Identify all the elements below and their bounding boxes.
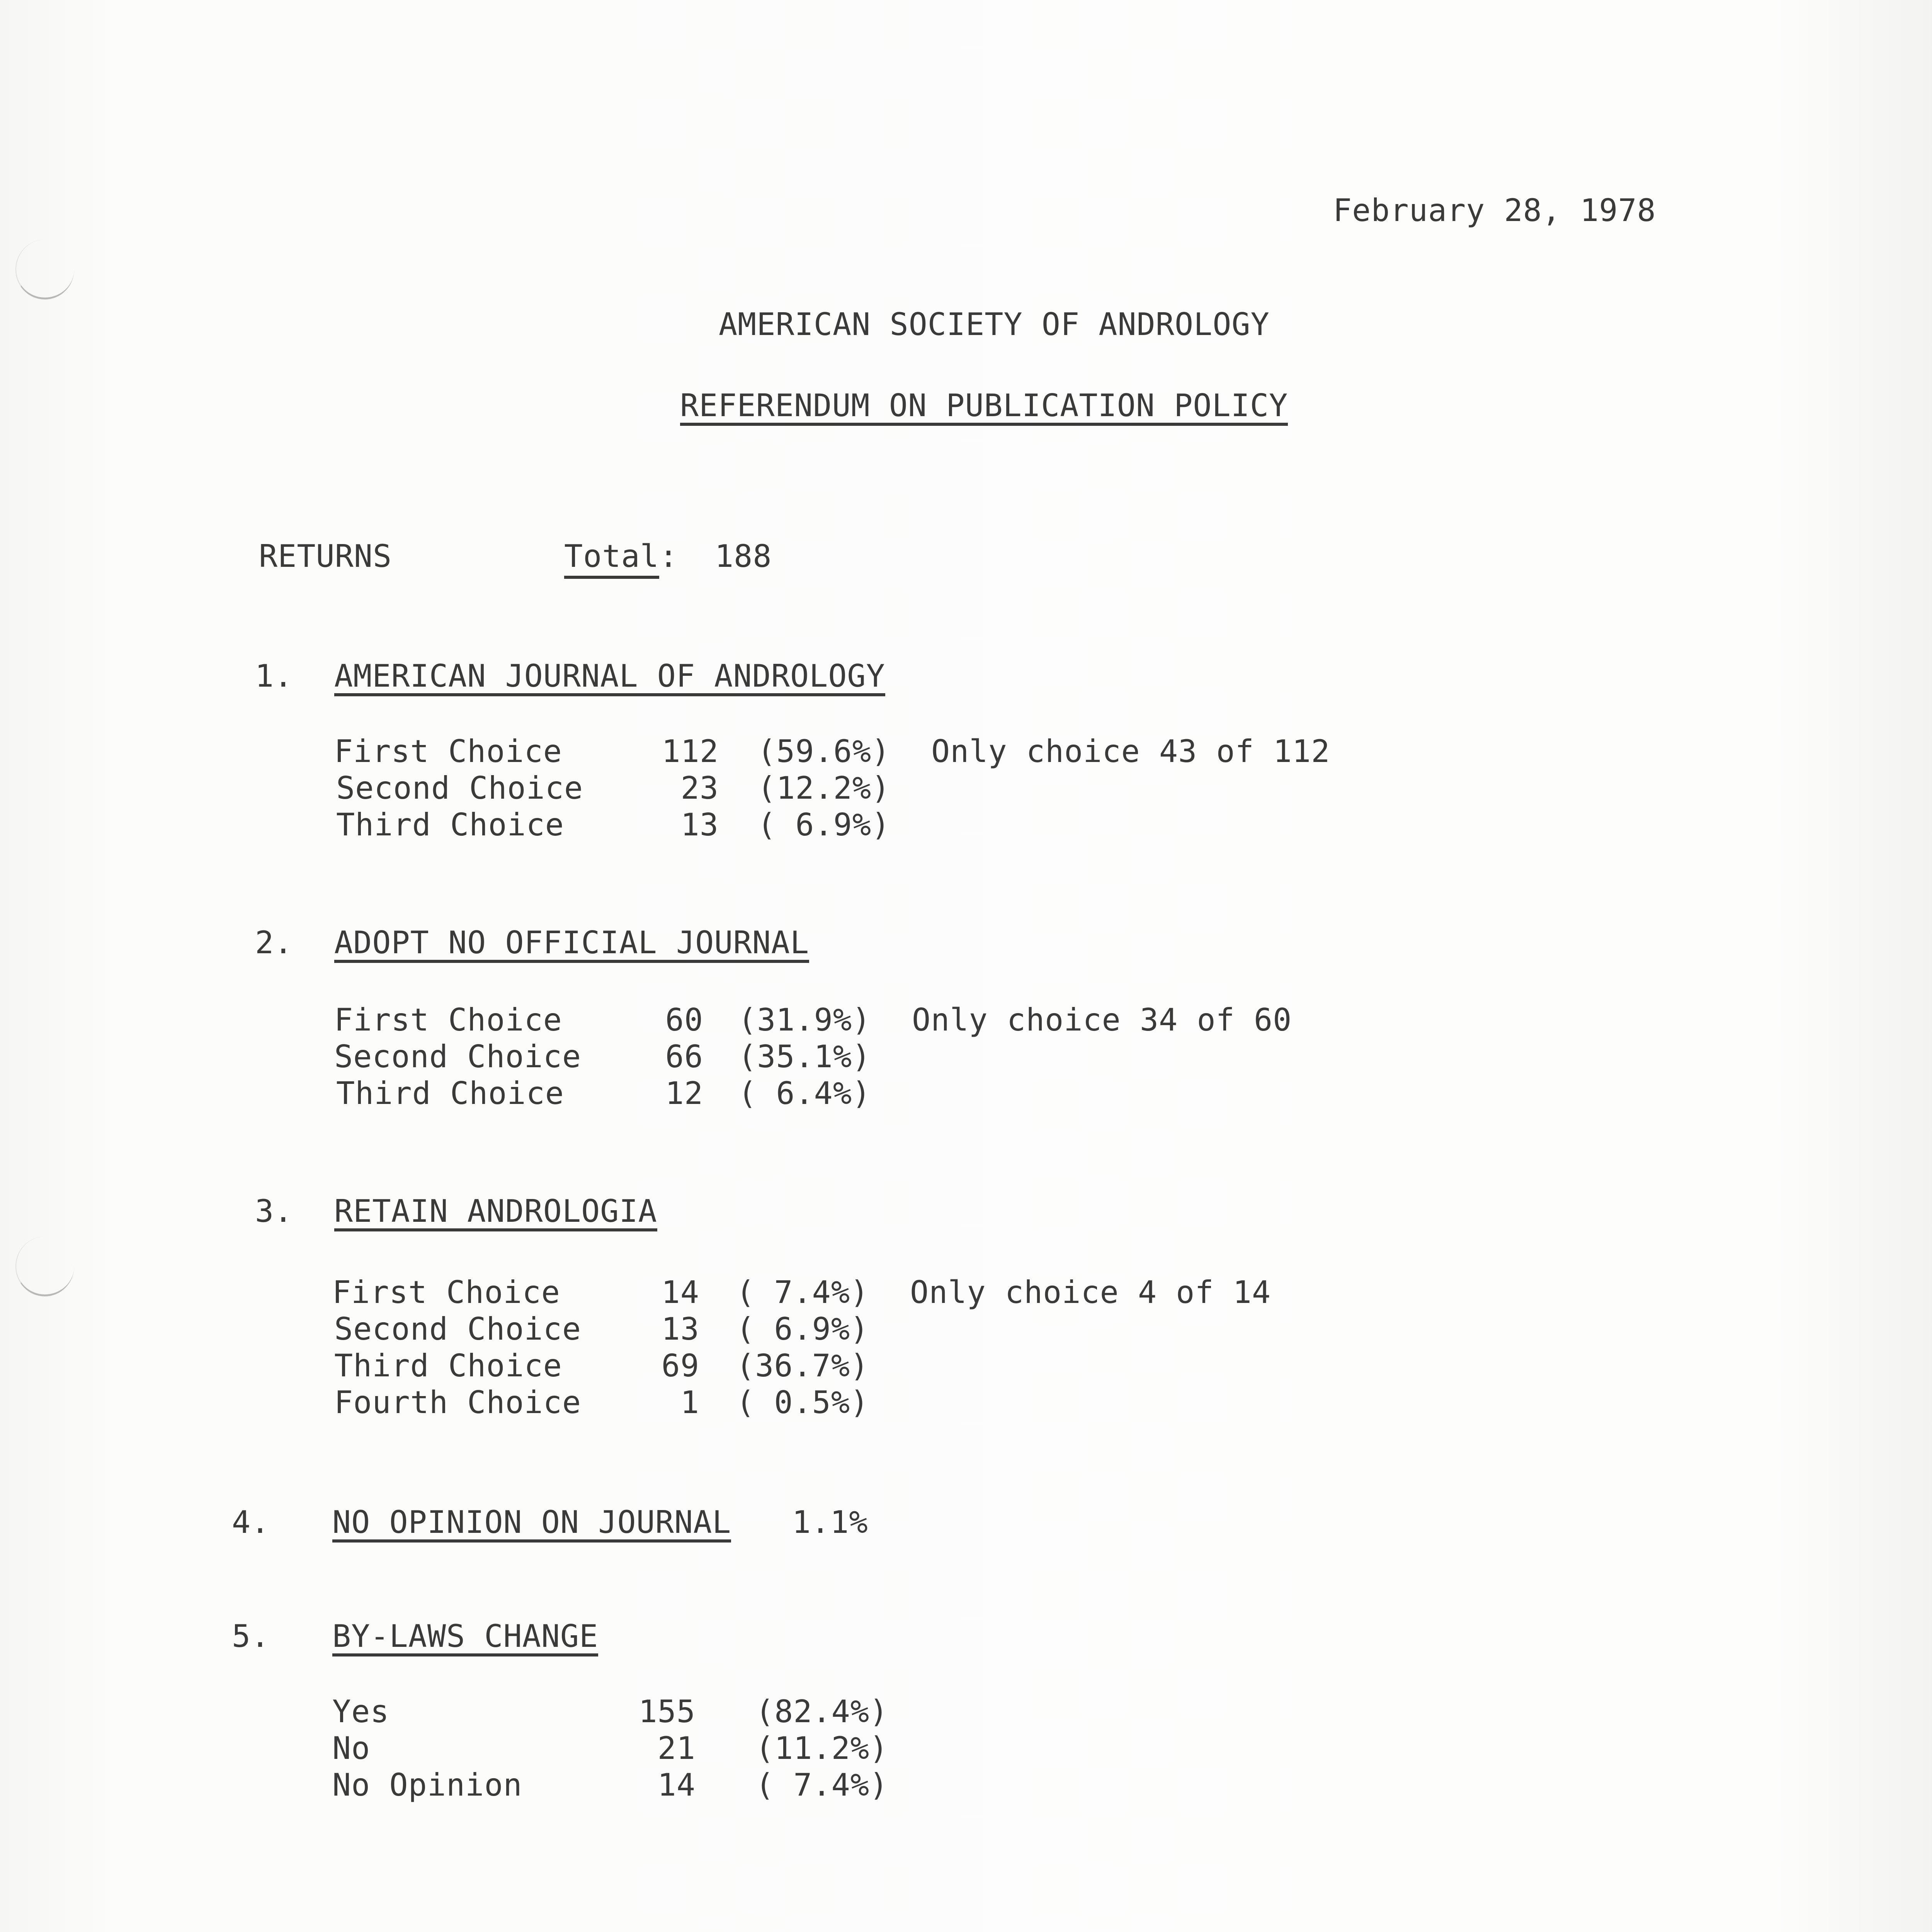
only-choice-note: Only choice 43 of 112 [931,733,1330,769]
choice-percent: ( 7.4%) [736,1274,869,1310]
total-colon: : [659,538,678,574]
choice-percent: (12.2%) [757,770,891,806]
section-heading: ADOPT NO OFFICIAL JOURNAL [334,927,809,963]
only-choice-note: Only choice 34 of 60 [912,1002,1292,1038]
only-choice-note: Only choice 4 of 14 [910,1274,1271,1310]
vote-percent: (11.2%) [755,1730,889,1766]
section-heading: NO OPINION ON JOURNAL [332,1507,731,1543]
document-date: February 28, 1978 [1333,192,1656,228]
section-heading: BY-LAWS CHANGE [332,1621,598,1656]
choice-count: 112 [662,733,719,769]
choice-label: Second Choice [334,1311,582,1347]
total-label: Total [564,538,659,579]
choice-percent: (59.6%) [757,733,891,769]
vote-percent: (82.4%) [755,1694,889,1730]
vote-label: No [332,1730,371,1766]
choice-count: 23 [680,770,719,806]
choice-count: 66 [665,1039,703,1075]
total-value: 188 [715,538,772,574]
vote-label: Yes [332,1694,389,1730]
section-number: 1. [255,658,293,694]
choice-label: Third Choice [334,1348,562,1384]
choice-label: Third Choice [336,1075,564,1111]
section-number: 4. [232,1504,270,1540]
choice-percent: (35.1%) [738,1039,871,1075]
choice-percent: ( 6.9%) [757,807,891,843]
choice-label: First Choice [334,733,562,769]
vote-count: 14 [657,1767,696,1803]
choice-percent: ( 6.4%) [738,1075,871,1111]
choice-label: First Choice [334,1002,562,1038]
choice-label: Second Choice [334,1039,582,1075]
punch-hole-top [15,240,74,299]
choice-count: 13 [661,1311,699,1347]
choice-count: 12 [665,1075,703,1111]
section-number: 2. [255,925,293,961]
vote-label: No Opinion [332,1767,522,1803]
no-opinion-value: 1.1% [792,1504,868,1540]
choice-label: Fourth Choice [334,1384,582,1420]
vote-percent: ( 7.4%) [755,1767,889,1803]
vote-count: 155 [638,1694,696,1730]
document-title: REFERENDUM ON PUBLICATION POLICY [680,390,1288,426]
organization-title: AMERICAN SOCIETY OF ANDROLOGY [719,306,1270,342]
choice-percent: ( 6.9%) [736,1311,869,1347]
choice-percent: ( 0.5%) [736,1384,869,1420]
choice-label: Third Choice [336,807,564,843]
choice-label: First Choice [332,1274,560,1310]
section-number: 3. [255,1193,293,1229]
total-label-group [564,538,678,574]
punch-hole-middle [15,1236,74,1296]
vote-count: 21 [657,1730,696,1766]
choice-count: 14 [661,1274,699,1310]
choice-count: 13 [680,807,719,843]
section-heading: RETAIN ANDROLOGIA [334,1196,657,1231]
choice-count: 1 [680,1384,699,1420]
choice-percent: (36.7%) [736,1348,869,1384]
choice-count: 69 [661,1348,699,1384]
section-number: 5. [232,1618,270,1654]
choice-label: Second Choice [336,770,583,806]
returns-label: RETURNS [259,538,392,574]
choice-count: 60 [665,1002,703,1038]
section-heading: AMERICAN JOURNAL OF ANDROLOGY [334,661,885,696]
choice-percent: (31.9%) [738,1002,871,1038]
